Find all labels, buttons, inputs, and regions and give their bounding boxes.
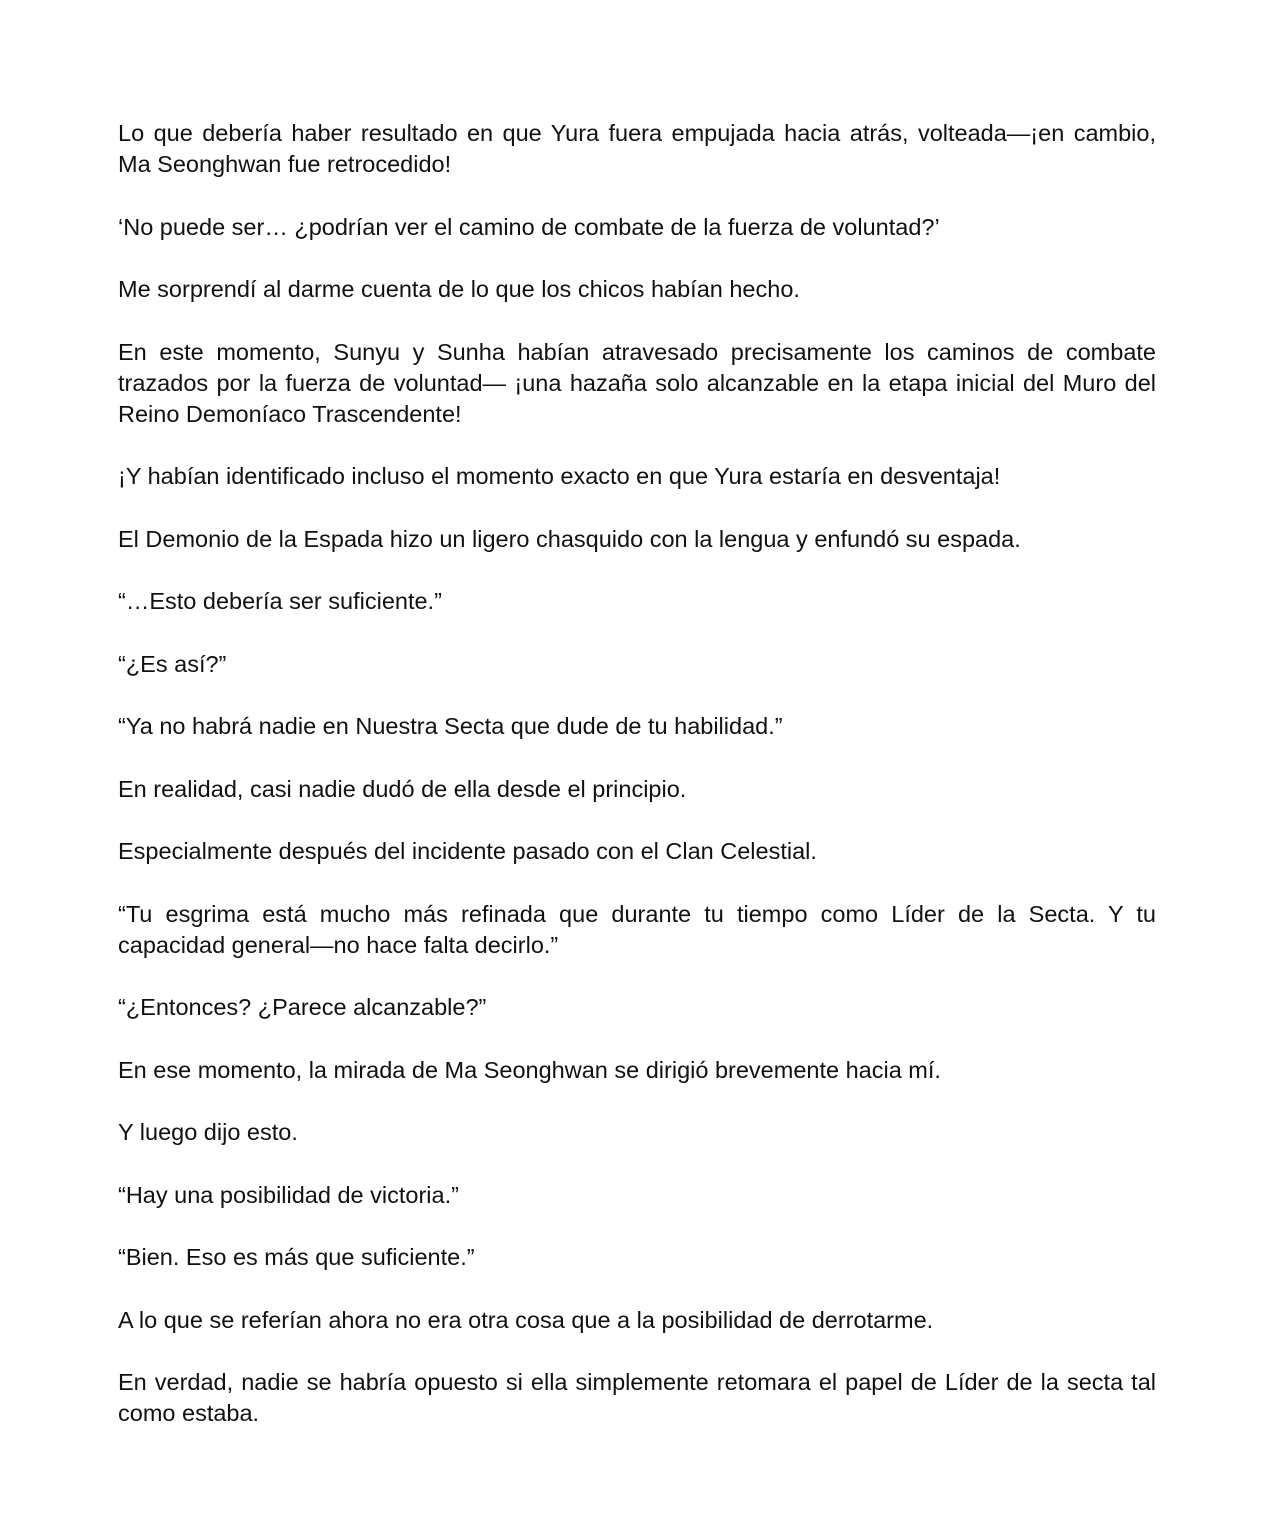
paragraph: En realidad, casi nadie dudó de ella desde el principio. [118, 775, 687, 802]
paragraph: ¡Y habían identificado incluso el momento exacto en que Yura estaría en desventaja! [118, 463, 1001, 489]
document-page [118, 118, 1156, 1461]
paragraph: “¿Es así?” [118, 650, 227, 677]
paragraph: En verdad, nadie se habría opuesto si ella simplemente retomara el papel de Líder de la secta tal como estaba. [118, 1369, 1156, 1426]
paragraph: “Bien. Eso es más que suficiente.” [118, 1244, 475, 1270]
paragraph: Me sorprendí al darme cuenta de lo que los chicos habían hecho. [118, 276, 800, 302]
paragraph: A lo que se referían ahora no era otra cosa que a la posibilidad de derrotarme. [118, 1306, 934, 1333]
paragraph: “…Esto debería ser suficiente.” [118, 588, 442, 614]
paragraph: Y luego dijo esto. [118, 1119, 298, 1145]
paragraph: Especialmente después del incidente pasado con el Clan Celestial. [118, 838, 817, 864]
paragraph: “¿Entonces? ¿Parece alcanzable?” [118, 994, 487, 1020]
paragraph: ‘No puede ser… ¿podrían ver el camino de combate de la fuerza de voluntad?’ [118, 213, 940, 240]
paragraph: “Ya no habrá nadie en Nuestra Secta que dude de tu habilidad.” [118, 713, 783, 739]
paragraph: “Hay una posibilidad de victoria.” [118, 1181, 459, 1208]
paragraph: “Tu esgrima está mucho más refinada que durante tu tiempo como Líder de la Secta. Y tu capacidad general—no hace falta decirlo.” [118, 900, 1156, 958]
paragraph: En ese momento, la mirada de Ma Seonghwan se dirigió brevemente hacia mí. [118, 1056, 941, 1083]
paragraph: El Demonio de la Espada hizo un ligero chasquido con la lengua y enfundó su espada. [118, 525, 1021, 552]
paragraph: En este momento, Sunyu y Sunha habían atravesado precisamente los caminos de combate trazados por la fuerza de voluntad— ¡una hazaña solo alcanzable en la etapa inicial del Muro del Reino Demoníaco Trascendente! [118, 338, 1156, 427]
paragraph: Lo que debería haber resultado en que Yura fuera empujada hacia atrás, volteada—¡en cambio, Ma Seonghwan fue retrocedido! [118, 120, 1156, 177]
